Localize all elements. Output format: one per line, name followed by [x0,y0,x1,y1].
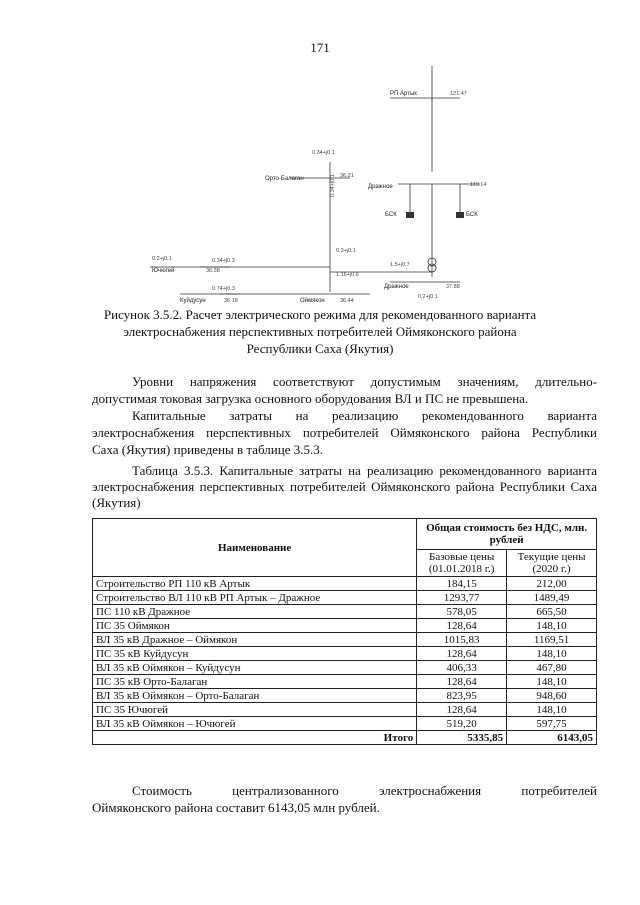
table-total-row [93,731,597,745]
paragraph-total [92,782,597,816]
table-row [93,703,597,717]
flow-value: 0.34+j0.3 [212,258,235,264]
node-voltage: 36.18 [224,298,238,304]
cell-current: 148,10 [507,703,597,717]
header-base: Базовые цены (01.01.2018 г.) [417,550,507,577]
flow-value: 0.3+j0.1 [336,248,356,254]
caption-line: электроснабжения перспективных потребителей Оймяконского района [123,324,517,339]
cell-name: ПС 110 кВ Дражное [93,605,417,619]
node-voltage: 36.38 [206,268,220,274]
total-current: 6143,05 [507,731,597,745]
flow-value: 0.34+j0.1 [312,150,335,156]
cell-base: 578,05 [417,605,507,619]
cell-name: Строительство РП 110 кВ Артык [93,577,417,591]
node-voltage: 37.88 [446,284,460,290]
power-scheme-diagram [140,62,500,312]
cell-base: 128,64 [417,619,507,633]
node-label: РП Артык [390,91,417,97]
caption-line: Республики Саха (Якутия) [246,341,394,356]
paragraph-line: Уровни напряжения соответствуют допустимым значениям, длительно- [132,374,597,389]
cell-name: ВЛ 35 кВ Дражное – Оймякон [93,633,417,647]
node-voltage: 119.14 [470,182,487,188]
node-label: БСК [385,212,397,218]
cell-base: 128,64 [417,675,507,689]
cell-name: Строительство ВЛ 110 кВ РП Артык – Дражное [93,591,417,605]
paragraph-line: Саха (Якутия) приведены в таблице 3.5.3. [92,442,323,457]
figure-caption [90,306,550,357]
cell-base: 519,20 [417,717,507,731]
cell-name: ПС 35 Оймякон [93,619,417,633]
page-number: 171 [310,40,330,55]
caption-line: Рисунок 3.5.2. Расчет электрического режима для рекомендованного варианта [103,307,537,322]
table-row [93,689,597,703]
cell-current: 148,10 [507,619,597,633]
node-label: БСК [466,212,478,218]
cell-current: 665,50 [507,605,597,619]
header-name: Наименование [93,519,417,577]
cell-base: 823,95 [417,689,507,703]
power-scheme-svg [140,62,500,312]
flow-value: 0.2+j0.1 [152,256,172,262]
flow-value: 1.16+j0.6 [336,272,359,278]
cell-current: 467,80 [507,661,597,675]
cell-name: ВЛ 35 кВ Оймякон – Куйдусун [93,661,417,675]
node-voltage: 36.44 [340,298,354,304]
cell-current: 948,60 [507,689,597,703]
cell-base: 128,64 [417,703,507,717]
cell-base: 1293,77 [417,591,507,605]
table-row [93,717,597,731]
flow-value: 0.74+j0.3 [212,286,235,292]
cell-base: 184,15 [417,577,507,591]
table-row [93,661,597,675]
paragraph-line: электроснабжения перспективных потребителей Оймяконского района Республики [92,425,597,440]
node-label: Оймякон [300,298,325,304]
table-row [93,647,597,661]
cell-name: ПС 35 Ючюгей [93,703,417,717]
node-voltage: 121.47 [450,91,467,97]
table-row [93,675,597,689]
paragraph-line: Капитальные затраты на реализацию рекомендованного варианта [132,408,597,423]
paragraph-line: допустимая токовая загрузка основного оборудования ВЛ и ПС не превышена. [92,391,529,406]
cell-current: 1489,49 [507,591,597,605]
paragraph-line: Оймяконского района составит 6143,05 млн рублей. [92,800,380,815]
table-title: Таблица 3.5.3. Капитальные затраты на реализацию рекомендованного варианта электроснабжения перспективных потребителей Оймяконского района Республики Саха (Якутия) [92,463,597,510]
cell-current: 597,75 [507,717,597,731]
flow-value: 0.2+j0.1 [418,294,438,300]
cell-name: ПС 35 кВ Орто-Балаган [93,675,417,689]
node-label: Куйдусун [180,298,206,304]
cell-base: 128,64 [417,647,507,661]
node-label: Дражное [368,184,393,190]
total-base: 5335,85 [417,731,507,745]
table-row [93,633,597,647]
cell-name: ВЛ 35 кВ Оймякон – Ючюгей [93,717,417,731]
cell-name: ПС 35 кВ Куйдусун [93,647,417,661]
total-label: Итого [93,731,417,745]
paragraph-capex [92,407,597,458]
capex-table [92,518,597,745]
header-current: Текущие цены (2020 г.) [507,550,597,577]
paragraph-voltage [92,373,597,407]
header-cost: Общая стоимость без НДС, млн. рублей [417,519,597,550]
capacitor-bank-icon [456,212,464,218]
node-label: Дражное [384,284,409,290]
cell-current: 212,00 [507,577,597,591]
table-row [93,577,597,591]
paragraph-line: Стоимость централизованного электроснабжения потребителей [132,783,597,798]
flow-value: 1.5+j0.7 [390,262,410,268]
cell-base: 1015,83 [417,633,507,647]
table-row [93,619,597,633]
table-row [93,591,597,605]
node-label: Орто-Балаган [265,176,304,182]
node-label: Ючюгей [152,268,175,274]
cell-current: 148,10 [507,647,597,661]
node-voltage: 36.21 [340,173,354,179]
cell-current: 1169,51 [507,633,597,647]
flow-value: 0.34+j0.1 [330,174,336,197]
table-row [93,605,597,619]
cell-current: 148,10 [507,675,597,689]
cell-name: ВЛ 35 кВ Оймякон – Орто-Балаган [93,689,417,703]
cell-base: 406,33 [417,661,507,675]
capacitor-bank-icon [406,212,414,218]
